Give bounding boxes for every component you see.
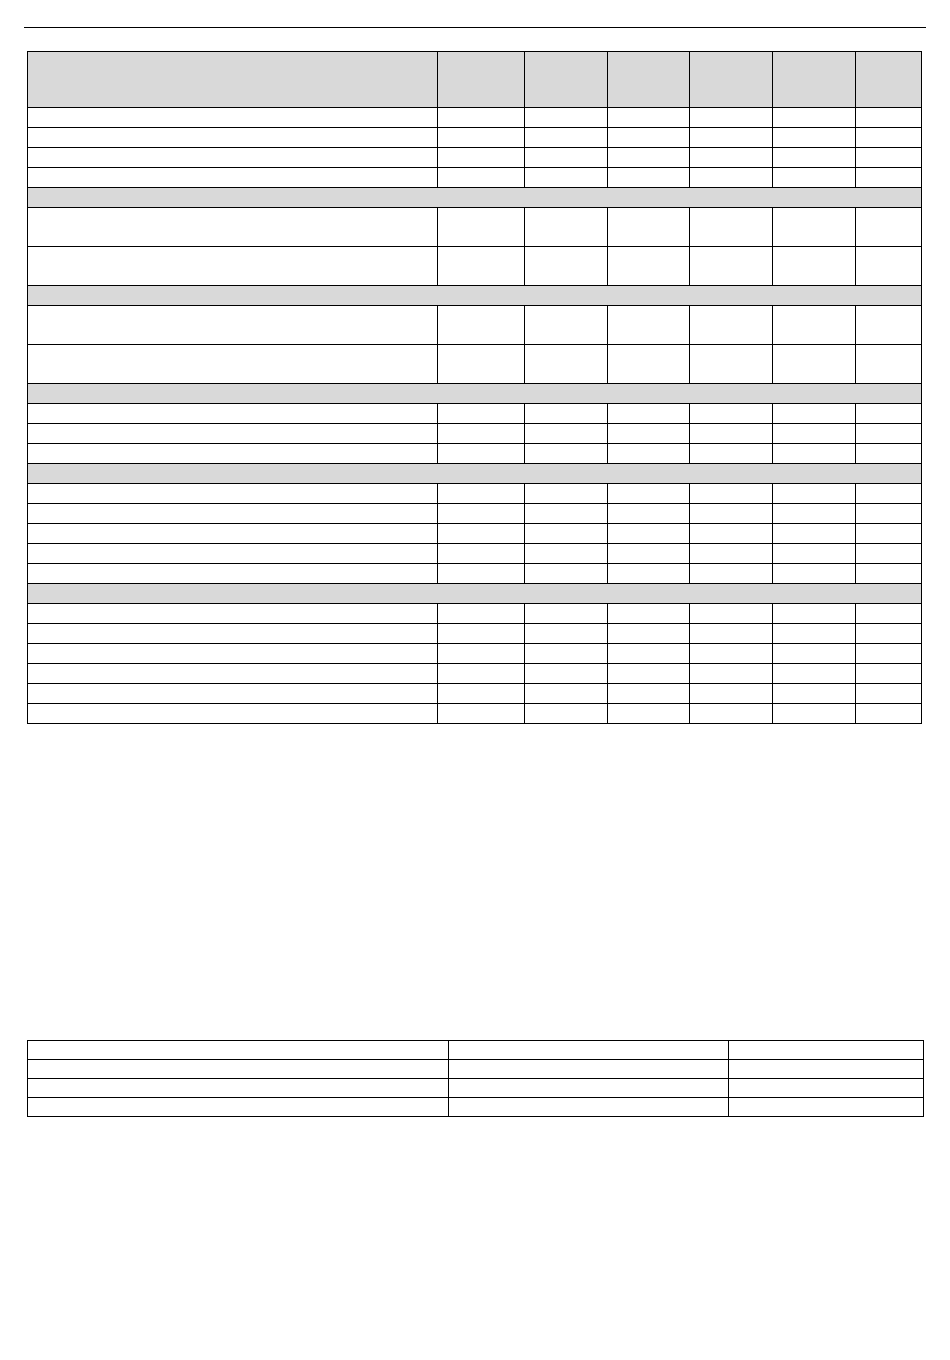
summary-row (28, 1041, 924, 1060)
table-cell (525, 684, 608, 704)
table-cell (856, 247, 922, 286)
table-cell (690, 404, 773, 424)
summary-cell (729, 1041, 924, 1060)
table-cell (525, 444, 608, 464)
section-title (28, 464, 922, 484)
summary-cell (729, 1079, 924, 1098)
table-cell (690, 345, 773, 384)
table-cell (856, 484, 922, 504)
table-cell (690, 664, 773, 684)
table-cell (438, 624, 525, 644)
table-cell (856, 424, 922, 444)
table-cell (608, 208, 690, 247)
section-header-row (28, 584, 922, 604)
table-row (28, 148, 922, 168)
table-cell (856, 504, 922, 524)
table-cell (525, 404, 608, 424)
table-cell (28, 345, 438, 384)
table-cell (438, 684, 525, 704)
summary-row (28, 1098, 924, 1117)
table-row (28, 208, 922, 247)
table-cell (438, 484, 525, 504)
table-cell (856, 208, 922, 247)
table-cell (690, 168, 773, 188)
table-cell (690, 624, 773, 644)
table-cell (856, 684, 922, 704)
table-cell (690, 306, 773, 345)
table-row (28, 424, 922, 444)
table-row (28, 484, 922, 504)
table-cell (525, 108, 608, 128)
table-cell (28, 148, 438, 168)
section-header-row (28, 188, 922, 208)
table-cell (438, 168, 525, 188)
table-cell (773, 544, 856, 564)
table-cell (28, 624, 438, 644)
table-row (28, 444, 922, 464)
table-cell (690, 108, 773, 128)
section-title (28, 584, 922, 604)
table-cell (525, 208, 608, 247)
column-header (608, 52, 690, 108)
table-cell (856, 345, 922, 384)
table-cell (525, 504, 608, 524)
top-rule (24, 27, 926, 28)
table-cell (856, 108, 922, 128)
table-cell (773, 564, 856, 584)
table-cell (525, 544, 608, 564)
table-cell (608, 704, 690, 724)
table-cell (28, 684, 438, 704)
table-cell (438, 564, 525, 584)
summary-row (28, 1060, 924, 1079)
table-cell (690, 684, 773, 704)
table-cell (28, 504, 438, 524)
table-cell (773, 504, 856, 524)
table-cell (28, 247, 438, 286)
table-cell (856, 128, 922, 148)
table-cell (525, 128, 608, 148)
table-cell (438, 504, 525, 524)
table-row (28, 168, 922, 188)
table-header-row (28, 52, 922, 108)
table-cell (608, 484, 690, 504)
table-cell (773, 624, 856, 644)
table-cell (608, 664, 690, 684)
table-cell (608, 504, 690, 524)
table-cell (525, 524, 608, 544)
table-cell (690, 564, 773, 584)
table-row (28, 345, 922, 384)
table-cell (773, 664, 856, 684)
table-cell (773, 684, 856, 704)
table-cell (690, 128, 773, 148)
table-cell (856, 444, 922, 464)
table-cell (525, 424, 608, 444)
column-header (690, 52, 773, 108)
column-header (773, 52, 856, 108)
table-cell (608, 247, 690, 286)
table-cell (608, 564, 690, 584)
table-cell (608, 128, 690, 148)
table-cell (438, 604, 525, 624)
table-cell (28, 544, 438, 564)
summary-cell (729, 1060, 924, 1079)
table-cell (28, 424, 438, 444)
table-cell (608, 108, 690, 128)
column-header (438, 52, 525, 108)
section-title (28, 286, 922, 306)
table-cell (28, 168, 438, 188)
table-cell (28, 564, 438, 584)
table-cell (608, 306, 690, 345)
table-cell (856, 664, 922, 684)
table-cell (438, 444, 525, 464)
table-cell (856, 404, 922, 424)
table-row (28, 504, 922, 524)
table-cell (856, 644, 922, 664)
table-cell (438, 404, 525, 424)
table-cell (525, 247, 608, 286)
table-cell (773, 444, 856, 464)
table-cell (856, 704, 922, 724)
table-cell (608, 404, 690, 424)
table-row (28, 306, 922, 345)
table-cell (690, 148, 773, 168)
table-cell (28, 524, 438, 544)
table-cell (608, 168, 690, 188)
table-row (28, 624, 922, 644)
table-cell (608, 644, 690, 664)
section-title (28, 188, 922, 208)
table-cell (438, 208, 525, 247)
table-cell (773, 524, 856, 544)
table-row (28, 128, 922, 148)
table-cell (690, 208, 773, 247)
table-cell (438, 345, 525, 384)
table-row (28, 664, 922, 684)
table-cell (690, 247, 773, 286)
table-cell (773, 424, 856, 444)
table-cell (773, 168, 856, 188)
table-cell (773, 644, 856, 664)
summary-cell (449, 1079, 729, 1098)
table-cell (28, 208, 438, 247)
table-cell (856, 148, 922, 168)
table-cell (690, 704, 773, 724)
table-cell (525, 345, 608, 384)
table-cell (608, 524, 690, 544)
section-header-row (28, 464, 922, 484)
table-cell (690, 644, 773, 664)
table-cell (525, 306, 608, 345)
table-cell (28, 404, 438, 424)
table-cell (28, 128, 438, 148)
table-cell (28, 444, 438, 464)
table-cell (773, 208, 856, 247)
summary-cell (28, 1079, 449, 1098)
table-cell (438, 664, 525, 684)
table-cell (856, 604, 922, 624)
table-cell (438, 544, 525, 564)
table-cell (525, 148, 608, 168)
table-row (28, 404, 922, 424)
table-cell (28, 108, 438, 128)
summary-cell (28, 1041, 449, 1060)
table-cell (856, 306, 922, 345)
table-cell (438, 128, 525, 148)
column-header (525, 52, 608, 108)
table-cell (856, 524, 922, 544)
table-cell (690, 524, 773, 544)
table-cell (773, 247, 856, 286)
table-row (28, 684, 922, 704)
table-cell (773, 306, 856, 345)
table-cell (856, 624, 922, 644)
summary-cell (729, 1098, 924, 1117)
table-cell (690, 444, 773, 464)
table-cell (608, 148, 690, 168)
table-cell (608, 544, 690, 564)
table-cell (690, 484, 773, 504)
summary-cell (449, 1060, 729, 1079)
summary-table (27, 1040, 924, 1117)
section-title (28, 384, 922, 404)
table-cell (856, 168, 922, 188)
summary-cell (449, 1041, 729, 1060)
column-header (28, 52, 438, 108)
summary-row (28, 1079, 924, 1098)
table-cell (525, 484, 608, 504)
table-cell (608, 684, 690, 704)
table-cell (856, 564, 922, 584)
table-cell (28, 484, 438, 504)
summary-cell (449, 1098, 729, 1117)
table-cell (438, 424, 525, 444)
table-cell (525, 704, 608, 724)
table-cell (608, 444, 690, 464)
section-header-row (28, 384, 922, 404)
table-row (28, 524, 922, 544)
table-row (28, 704, 922, 724)
table-cell (438, 148, 525, 168)
table-cell (438, 524, 525, 544)
table-cell (773, 404, 856, 424)
table-row (28, 108, 922, 128)
table-cell (438, 108, 525, 128)
table-cell (690, 604, 773, 624)
table-row (28, 644, 922, 664)
table-cell (773, 704, 856, 724)
table-cell (525, 644, 608, 664)
section-header-row (28, 286, 922, 306)
table-cell (438, 306, 525, 345)
table-cell (608, 424, 690, 444)
table-cell (525, 664, 608, 684)
table-cell (608, 604, 690, 624)
table-row (28, 564, 922, 584)
summary-cell (28, 1060, 449, 1079)
table-cell (525, 564, 608, 584)
table-cell (856, 544, 922, 564)
table-cell (525, 168, 608, 188)
table-cell (28, 704, 438, 724)
table-cell (525, 624, 608, 644)
table-cell (690, 424, 773, 444)
table-cell (773, 484, 856, 504)
table-cell (438, 644, 525, 664)
table-row (28, 604, 922, 624)
table-row (28, 247, 922, 286)
table-cell (773, 108, 856, 128)
table-cell (608, 624, 690, 644)
table-cell (690, 544, 773, 564)
table-cell (773, 128, 856, 148)
table-cell (773, 148, 856, 168)
table-row (28, 544, 922, 564)
table-cell (28, 604, 438, 624)
table-cell (28, 664, 438, 684)
table-cell (690, 504, 773, 524)
table-cell (438, 704, 525, 724)
table-cell (525, 604, 608, 624)
table-cell (28, 306, 438, 345)
table-cell (773, 604, 856, 624)
summary-cell (28, 1098, 449, 1117)
main-table (27, 51, 922, 724)
table-cell (28, 644, 438, 664)
table-cell (438, 247, 525, 286)
table-cell (773, 345, 856, 384)
column-header (856, 52, 922, 108)
table-cell (608, 345, 690, 384)
